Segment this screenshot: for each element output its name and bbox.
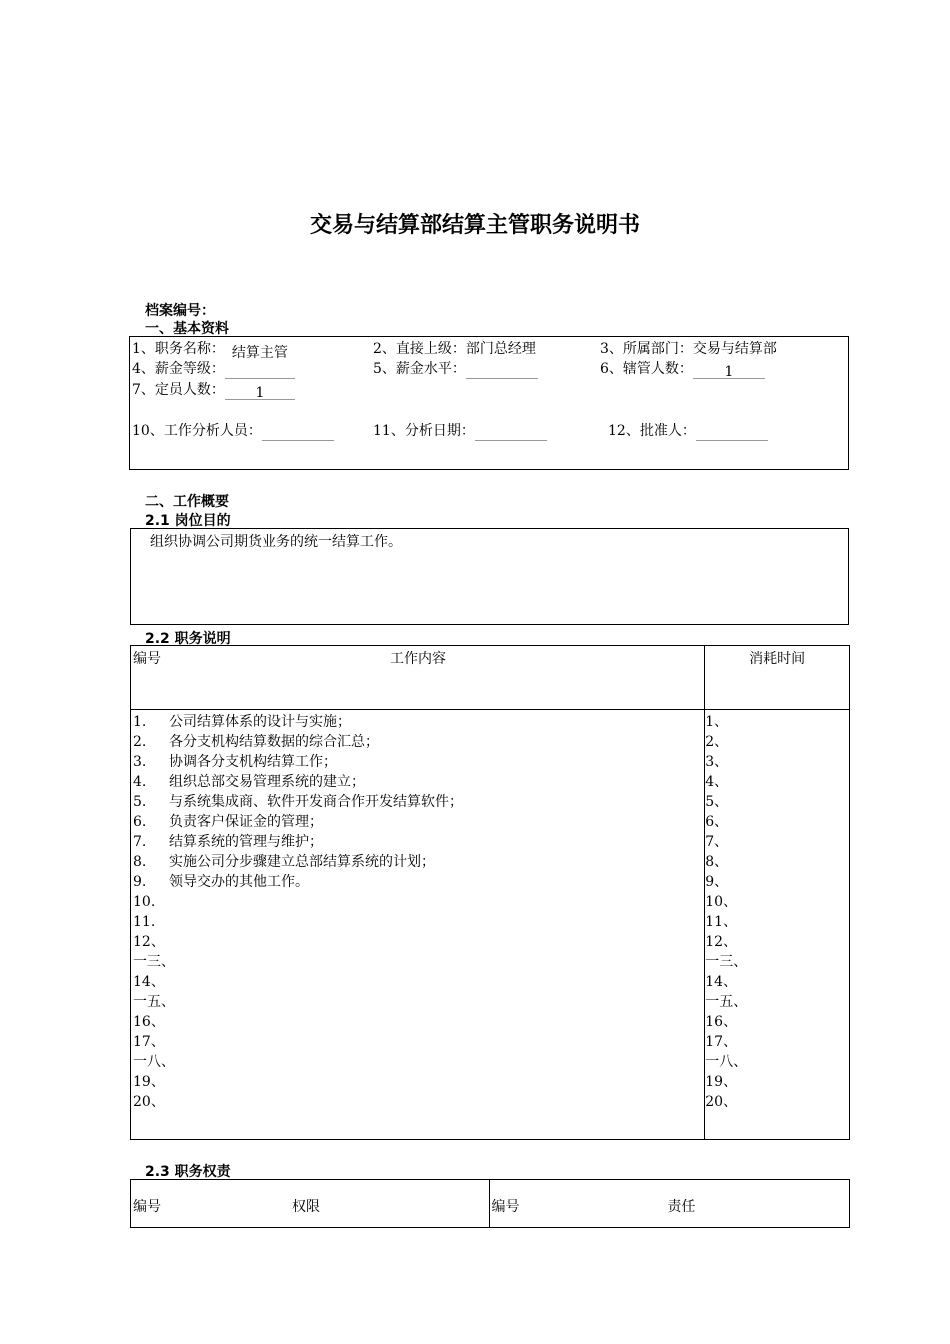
purpose-text: 组织协调公司期货业务的统一结算工作。 [150, 534, 402, 550]
section-overview-heading: 二、工作概要 [145, 494, 229, 510]
duty-time-row: 16、 [705, 1014, 738, 1030]
duty-row-text: 公司结算体系的设计与实施； [169, 714, 351, 730]
duty-time-row: 11、 [705, 914, 738, 930]
field-approver-value [696, 424, 768, 441]
duty-row-number: 4. [133, 774, 147, 790]
duty-row [133, 972, 704, 992]
document-title: 交易与结算部结算主管职务说明书 [309, 213, 640, 238]
duty-time-row: 一五、 [705, 994, 748, 1010]
duty-row-text: 协调各分支机构结算工作； [169, 754, 337, 770]
purpose-heading: 2.1 岗位目的 [145, 513, 231, 529]
duty-content-cell [131, 710, 705, 1140]
duty-row [133, 772, 704, 792]
field-salary-grade-label: 4、薪金等级： [132, 361, 225, 377]
duty-row-number: 一五、 [133, 994, 175, 1010]
rights-left-title: 权限 [292, 1199, 320, 1215]
duty-time-row: 19、 [705, 1074, 738, 1090]
duty-row-text: 实施公司分步骤建立总部结算系统的计划； [169, 854, 435, 870]
field-supervisor-label: 2、直接上级： [373, 341, 466, 357]
duty-table [130, 645, 850, 1140]
duty-time-row: 8、 [705, 854, 729, 870]
duty-header-cell [131, 646, 705, 710]
duty-row [133, 832, 704, 852]
duty-time-row: 一八、 [705, 1054, 748, 1070]
duty-row [133, 1092, 704, 1112]
field-approver-label: 12、批准人： [608, 423, 696, 439]
field-supervisor [373, 339, 536, 359]
duty-col-time: 消耗时间 [749, 651, 806, 667]
duty-row-number: 6. [133, 814, 147, 830]
duty-row-number: 11. [133, 914, 156, 930]
duty-row [133, 1072, 704, 1092]
section-basic-info-heading: 一、基本资料 [145, 321, 229, 337]
archive-number-label: 档案编号： [145, 303, 215, 319]
duty-row-number: 7. [133, 834, 147, 850]
duty-row-number: 14、 [133, 974, 165, 990]
duty-col-time-cell [705, 646, 850, 710]
duty-row [133, 1032, 704, 1052]
field-analyst-label: 10、工作分析人员： [132, 423, 262, 439]
field-analysis-date-value [475, 424, 547, 441]
field-analysis-date [373, 421, 547, 441]
duty-row-number: 1. [133, 714, 147, 730]
duty-row-number: 16、 [133, 1014, 165, 1030]
field-analyst-value [262, 424, 334, 441]
duty-row-number: 20、 [133, 1094, 165, 1110]
duty-row-number: 17、 [133, 1034, 165, 1050]
rights-left-cell [131, 1180, 490, 1228]
field-managed-count [600, 359, 765, 379]
duty-row [133, 912, 704, 932]
duty-row-number: 12、 [133, 934, 165, 950]
duty-time-row: 2、 [705, 734, 729, 750]
duty-row [133, 732, 704, 752]
rights-right-title: 责任 [667, 1199, 696, 1215]
duty-row [133, 1012, 704, 1032]
duty-row [133, 792, 704, 812]
field-department [600, 339, 777, 359]
duty-row-text: 各分支机构结算数据的综合汇总； [169, 734, 379, 750]
field-salary-level [373, 359, 538, 379]
duty-row-number: 9. [133, 874, 147, 890]
duty-heading: 2.2 职务说明 [145, 631, 231, 647]
duty-row [133, 812, 704, 832]
duty-time-row: 5、 [705, 794, 729, 810]
duty-time-row: 12、 [705, 934, 738, 950]
field-salary-grade [132, 359, 295, 379]
duty-time-row: 10、 [705, 894, 738, 910]
basic-info-box [129, 336, 849, 470]
duty-row-number: 19、 [133, 1074, 165, 1090]
field-headcount [132, 380, 295, 400]
field-department-label: 3、所属部门： [600, 341, 693, 357]
duty-row-text: 组织总部交易管理系统的建立； [169, 774, 365, 790]
duty-time-row: 3、 [705, 754, 729, 770]
field-salary-grade-value [225, 362, 295, 379]
duty-row [133, 712, 704, 732]
time-list [705, 712, 849, 1112]
field-analysis-date-label: 11、分析日期： [373, 423, 475, 439]
duty-row [133, 1052, 704, 1072]
duty-time-row: 6、 [705, 814, 729, 830]
duty-time-row: 1、 [705, 714, 729, 730]
field-job-title-label: 1、职务名称： [132, 341, 225, 357]
duty-row [133, 852, 704, 872]
duty-row-text: 结算系统的管理与维护； [169, 834, 323, 850]
rights-right-cell [489, 1180, 850, 1228]
duty-row-number: 10. [133, 894, 156, 910]
duty-row-text: 与系统集成商、软件开发商合作开发结算软件； [169, 794, 463, 810]
duty-time-row: 20、 [705, 1094, 738, 1110]
duty-row-number: 8. [133, 854, 147, 870]
duty-row [133, 952, 704, 972]
duty-time-row: 一三、 [705, 954, 748, 970]
duty-row [133, 752, 704, 772]
duty-col-content: 工作内容 [390, 651, 446, 667]
field-salary-level-value [466, 362, 538, 379]
field-job-title [132, 339, 295, 359]
duty-row [133, 872, 704, 892]
field-salary-level-label: 5、薪金水平： [373, 361, 466, 377]
duty-row-number: 3. [133, 754, 147, 770]
rights-left-no: 编号 [133, 1199, 161, 1215]
duty-time-row: 7、 [705, 834, 729, 850]
duty-row-number: 2. [133, 734, 147, 750]
duty-col-no: 编号 [133, 651, 161, 667]
field-headcount-value: 1 [225, 383, 295, 400]
duty-time-cell [705, 710, 850, 1140]
duty-row-text: 负责客户保证金的管理； [169, 814, 323, 830]
field-managed-count-label: 6、辖管人数： [600, 361, 693, 377]
field-approver [608, 421, 768, 441]
duty-time-row: 9、 [705, 874, 729, 890]
field-department-value: 交易与结算部 [692, 341, 777, 357]
rights-heading: 2.3 职务权责 [145, 1164, 231, 1180]
field-headcount-label: 7、定员人数： [132, 382, 225, 398]
duty-time-row: 4、 [705, 774, 729, 790]
duty-row-number: 一八、 [133, 1054, 175, 1070]
duty-row-text: 领导交办的其他工作。 [169, 874, 309, 890]
field-managed-count-value: 1 [693, 362, 765, 379]
duty-time-row: 14、 [705, 974, 738, 990]
duty-row-number: 5. [133, 794, 147, 810]
field-supervisor-value: 部门总经理 [465, 341, 536, 357]
field-job-title-value: 结算主管 [231, 345, 288, 361]
duty-row-number: 一三、 [133, 954, 175, 970]
field-analyst [132, 421, 334, 441]
duty-list [133, 712, 704, 1112]
duty-row [133, 932, 704, 952]
duty-row [133, 892, 704, 912]
duty-row [133, 992, 704, 1012]
duty-time-row: 17、 [705, 1034, 738, 1050]
purpose-box [130, 528, 849, 625]
rights-right-no: 编号 [491, 1199, 520, 1215]
rights-table [130, 1179, 850, 1228]
